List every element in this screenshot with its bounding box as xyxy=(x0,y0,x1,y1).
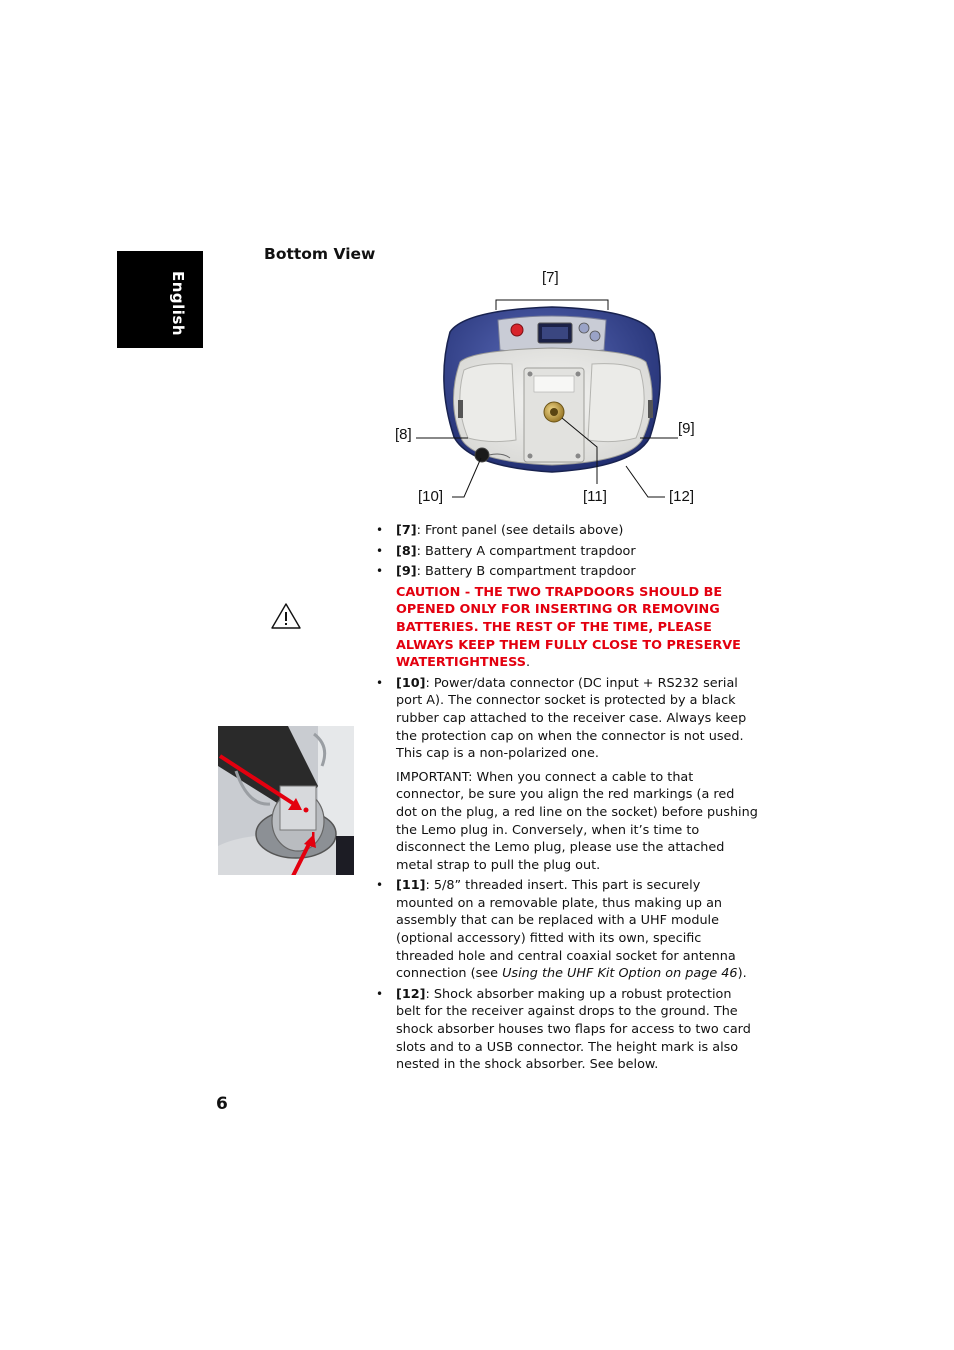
list-item xyxy=(396,675,758,875)
receiver-illustration xyxy=(380,262,740,512)
language-tab xyxy=(117,251,203,348)
description-list xyxy=(396,522,758,1077)
item-ref: [7] xyxy=(396,523,417,538)
callout-8: [8] xyxy=(395,426,412,443)
item-text: : Battery B compartment trapdoor xyxy=(416,564,636,580)
callout-12: [12] xyxy=(669,488,695,505)
cross-reference-link[interactable]: Using the UHF Kit Option on page 46 xyxy=(502,966,738,982)
list-item xyxy=(396,543,758,561)
item-ref: [9] xyxy=(396,564,417,580)
item-text: : Power/data connector (DC input + RS232 serial port A). The connector socket is protected by a black rubber cap attached to the receiver case. Always keep the protection cap on when the connector is not used. This cap is a non-polarized one. xyxy=(396,675,747,762)
caution-text: CAUTION - THE TWO TRAPDOORS SHOULD BE OPENED ONLY FOR INSERTING OR REMOVING BATTERIES. THE REST OF THE TIME, PLEASE ALWAYS KEEP THEM FULLY CLOSE TO PRESERVE WATERTIGHTNESS xyxy=(396,584,741,671)
connector-photo xyxy=(218,726,354,875)
callout-11: [11] xyxy=(583,488,607,505)
item-text-end: ). xyxy=(737,966,747,982)
list-item xyxy=(396,563,758,581)
item-text: : Battery A compartment trapdoor xyxy=(416,543,636,559)
item-ref: [8] xyxy=(396,543,417,559)
list-item xyxy=(396,986,758,1074)
section-title: Bottom View xyxy=(264,245,376,263)
item-ref: [12] xyxy=(396,986,426,1002)
list-item xyxy=(396,877,758,983)
page-number: 6 xyxy=(216,1094,228,1114)
item-text: : Front panel (see details above) xyxy=(416,523,624,538)
caution-end: . xyxy=(525,655,531,671)
list-item xyxy=(396,522,758,540)
caution-paragraph xyxy=(396,584,758,672)
item-ref: [10] xyxy=(396,675,426,691)
receiver-bottom-diagram xyxy=(380,262,740,512)
callout-9: [9] xyxy=(678,420,695,437)
callout-7: [7] xyxy=(542,269,559,286)
item-ref: [11] xyxy=(396,878,426,894)
important-note: IMPORTANT: When you connect a cable to that connector, be sure you align the red markings (a red dot on the plug, a red line on the socket) before pushing the Lemo plug in. Conversely, when it’s time to disconnect the Lemo plug, please use the attached metal strap to pull the plug out. xyxy=(396,769,758,873)
callout-10: [10] xyxy=(418,488,444,505)
language-tab-label: English xyxy=(169,271,187,337)
item-text: : Shock absorber making up a robust protection belt for the receiver against drops to the ground. The shock absorber houses two flaps for access to two card slots and to a USB connector. The height mark is also nested in the shock absorber. See below. xyxy=(396,986,751,1073)
warning-icon xyxy=(270,602,302,630)
item-text: : 5/8” threaded insert. This part is securely mounted on a removable plate, thus making up an assembly that can be replaced with a UHF module (optional accessory) fitted with its own, specific threaded hole and central coaxial socket for antenna connection (see xyxy=(396,878,736,982)
